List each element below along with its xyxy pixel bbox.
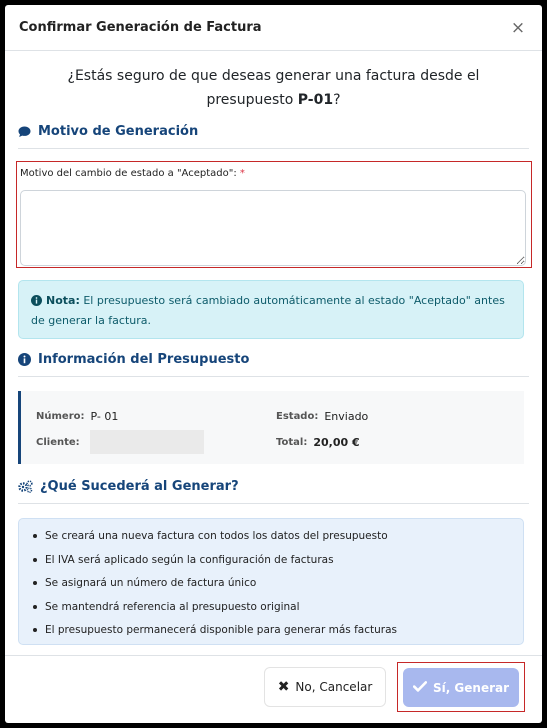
list-item: Se mantendrá referencia al presupuesto original: [31, 598, 523, 622]
note-text: El presupuesto será cambiado automáticamente al estado "Aceptado" antes de generar la factura.: [31, 294, 505, 327]
cancel-button[interactable]: [264, 667, 386, 707]
motivo-textarea[interactable]: [20, 190, 526, 266]
generate-button-label: Sí, Generar: [432, 680, 510, 695]
motivo-field-label: [20, 168, 528, 179]
gears-icon: [18, 480, 33, 493]
numero-value: P- 01: [90, 409, 119, 423]
estado-value: Enviado: [324, 409, 369, 423]
times-icon: ✖: [277, 679, 290, 695]
modal-footer: [5, 655, 542, 723]
list-item: El presupuesto permanecerá disponible para generar más facturas: [31, 621, 523, 645]
cliente-value-redacted: [90, 430, 204, 454]
budget-code: P-01: [297, 92, 334, 108]
consequences-list-box: [18, 518, 524, 645]
info-row: [36, 429, 524, 455]
modal-header: [5, 5, 542, 51]
info-circle-icon: [18, 353, 31, 366]
confirmation-question: [5, 51, 542, 131]
check-icon: [413, 681, 427, 695]
note-title: Nota:: [46, 294, 80, 307]
question-suffix: ?: [333, 92, 341, 108]
list-item: Se creará una nueva factura con todos los datos del presupuesto: [31, 527, 523, 551]
generate-button[interactable]: [403, 668, 519, 707]
cancel-button-label: No, Cancelar: [295, 680, 373, 694]
motivo-form-group: [16, 161, 532, 268]
total-field: [276, 436, 516, 449]
numero-label: Número:: [36, 410, 85, 422]
list-item: Se asignará un número de factura único: [31, 574, 523, 598]
total-value: 20,00 €: [313, 435, 360, 449]
estado-label: Estado:: [276, 410, 319, 422]
question-text: ¿Estás seguro de que deseas generar una factura desde el presupuesto: [67, 68, 480, 108]
info-row: [36, 403, 524, 429]
confirm-invoice-modal: [5, 5, 542, 723]
budget-info-card: [18, 391, 524, 464]
info-section-title: Información del Presupuesto: [38, 352, 250, 367]
total-label: Total:: [276, 436, 308, 448]
estado-field: [276, 410, 516, 423]
info-section-header: [18, 352, 529, 377]
required-mark: *: [239, 168, 245, 179]
motivo-label-text: Motivo del cambio de estado a "Aceptado":: [20, 168, 237, 179]
motivo-section-title: Motivo de Generación: [38, 124, 199, 139]
que-section-title: ¿Qué Sucederá al Generar?: [40, 479, 239, 494]
cliente-field: [36, 430, 276, 454]
info-circle-icon: [31, 294, 42, 312]
comment-icon: [18, 126, 31, 138]
consequences-list: [31, 527, 523, 645]
que-section-header: [18, 479, 529, 504]
note-alert: [18, 280, 524, 339]
cliente-label: Cliente:: [36, 436, 80, 448]
numero-field: [36, 410, 276, 423]
modal-title: Confirmar Generación de Factura: [19, 20, 262, 35]
close-icon[interactable]: ×: [510, 17, 526, 38]
motivo-section-header: [18, 124, 529, 149]
list-item: El IVA será aplicado según la configuración de facturas: [31, 551, 523, 575]
generate-button-highlight: [397, 662, 525, 712]
